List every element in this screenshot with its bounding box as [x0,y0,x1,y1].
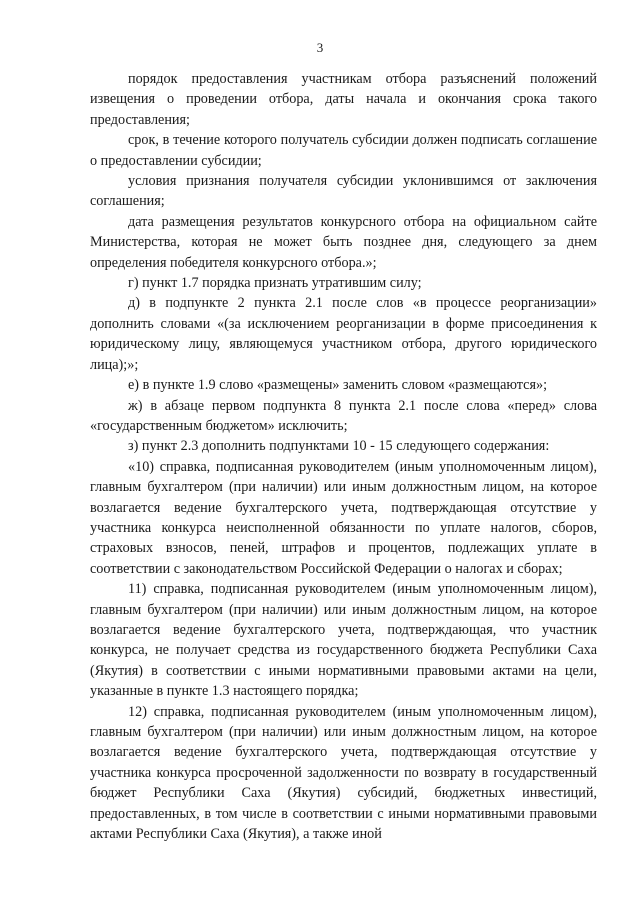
paragraph: дата размещения результатов конкурсного отбора на официальном сайте Министерства, которая не может быть позднее дня, следующего за днем определения победителя конкурсного отбора.»; [90,213,597,271]
paragraph: срок, в течение которого получатель субсидии должен подписать соглашение о предоставлении субсидии; [90,132,597,169]
page-number: 3 [316,40,324,55]
paragraph: з) пункт 2.3 дополнить подпунктами 10 - 15 следующего содержания: [128,438,550,455]
paragraph: е) в пункте 1.9 слово «размещены» заменить словом «размещаются»; [128,377,548,394]
document-body [90,69,597,844]
paragraph: г) пункт 1.7 порядка признать утратившим силу; [128,275,422,292]
paragraph: «10) справка, подписанная руководителем (иным уполномоченным лицом), главным бухгалтером (при наличии) или иным должностным лицом, на которое возлагается ведение бухгалтерского учета, подтверждающая отсутствие у участника конкурса неисполненной обязанности по уплате налогов, сборов, страховых взносов, пеней, штрафов и процентов, подлежащих уплате в соответствии с законодательством Российской Федерации о налогах и сборах; [90,458,597,577]
paragraph: д) в подпункте 2 пункта 2.1 после слов «в процессе реорганизации» дополнить словами «(за исключением реорганизации в форме присоединения к юридическому лицу, являющемуся участником отбора, другого юридического лица);»; [90,295,597,373]
paragraph: условия признания получателя субсидии уклонившимся от заключения соглашения; [90,173,597,210]
paragraph: 12) справка, подписанная руководителем (иным уполномоченным лицом), главным бухгалтером (при наличии) или иным должностным лицом, на которое возлагается ведение бухгалтерского учета, подтверждающая отсутствие у участника конкурса просроченной задолженности по возврату в государственный бюджет Республики Саха (Якутия) субсидий, бюджетных инвестиций, предоставленных, в том числе в соответствии с иными нормативными правовыми актами Республики Саха (Якутия), а также иной [90,703,597,843]
paragraph: порядок предоставления участникам отбора разъяснений положений извещения о проведении отбора, даты начала и окончания срока такого предоставления; [90,71,597,128]
paragraph: 11) справка, подписанная руководителем (иным уполномоченным лицом), главным бухгалтером (при наличии) или иным должностным лицом, на которое возлагается ведение бухгалтерского учета, подтверждающая, что участник конкурса, не получает средства из государственного бюджета Республики Саха (Якутия) в соответствии с иными нормативными правовыми актами на цели, указанные в пункте 1.3 настоящего порядка; [90,581,597,700]
paragraph: ж) в абзаце первом подпункта 8 пункта 2.1 после слова «перед» слова «государственным бюджетом» исключить; [90,397,597,434]
